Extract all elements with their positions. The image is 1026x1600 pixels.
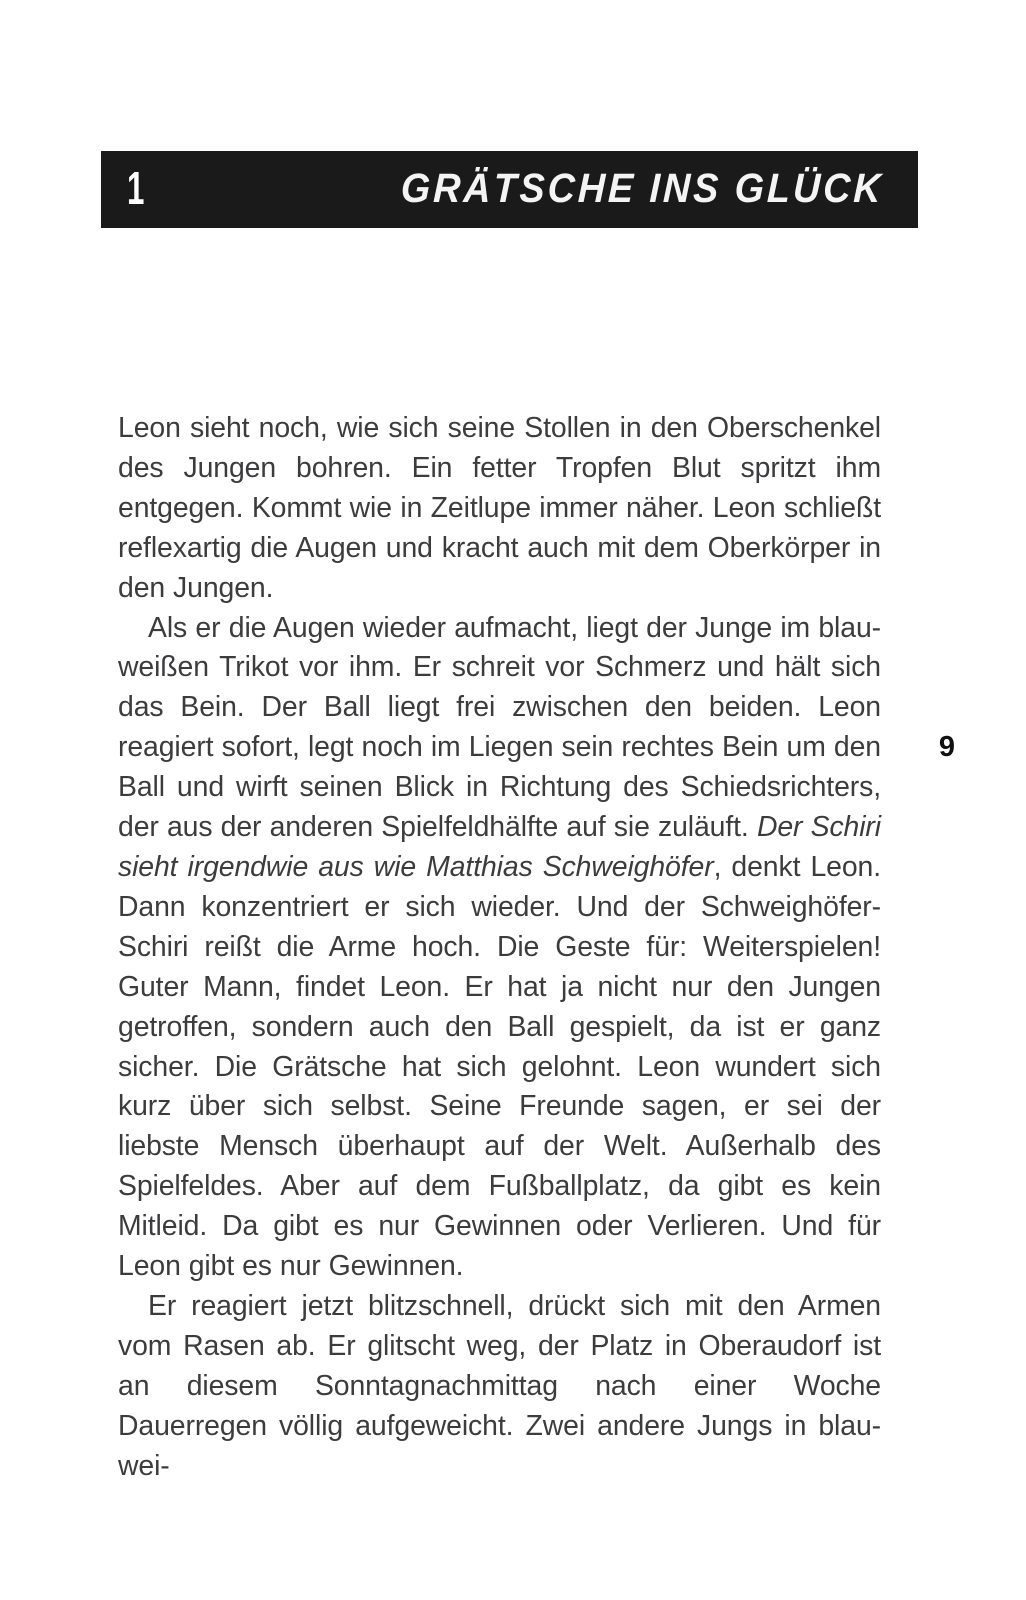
chapter-header-banner	[101, 151, 918, 228]
chapter-number: 1	[127, 161, 145, 214]
paragraph: Er reagiert jetzt blitzschnell, drückt sich mit den Armen vom Rasen ab. Er glitscht weg, der Platz in Oberaudorf ist an diesem Sonntagnachmittag nach einer Woche Dauerregen völlig aufgeweicht. Zwei andere Jungs in blau-wei-	[118, 1289, 881, 1482]
chapter-title: GRÄTSCHE INS GLÜCK	[400, 165, 885, 211]
body-text-column	[118, 409, 881, 1486]
paragraph: Als er die Augen wieder aufmacht, liegt der Junge im blau-weißen Trikot vor ihm. Er schreit vor Schmerz und hält sich das Bein. Der Ball liegt frei zwischen den beiden. Leon reagiert sofort, legt noch im Liegen sein rechtes Bein um den Ball und wirft seinen Blick in Richtung des Schiedsrichters, der aus der anderen Spielfeldhälfte auf sie zuläuft. Der Schiri sieht irgendwie aus wie Matthias Schweighöfer, denkt Leon. Dann konzentriert er sich wieder. Und der Schweighöfer-Schiri reißt die Arme hoch. Die Geste für: Weiterspielen! Guter Mann, findet Leon. Er hat ja nicht nur den Jungen getroffen, sondern auch den Ball gespielt, da ist er ganz sicher. Die Grätsche hat sich gelohnt. Leon wundert sich kurz über sich selbst. Seine Freunde sagen, er sei der liebste Mensch überhaupt auf der Welt. Außerhalb des Spielfeldes. Aber auf dem Fußballplatz, da gibt es kein Mitleid. Da gibt es nur Gewinnen oder Verlieren. Und für Leon gibt es nur Gewinnen.	[118, 611, 881, 1283]
page-number: 9	[938, 731, 956, 763]
paragraph: Leon sieht noch, wie sich seine Stollen in den Oberschenkel des Jungen bohren. Ein fetter Tropfen Blut spritzt ihm entgegen. Kommt wie in Zeitlupe immer näher. Leon schließt reflexartig die Augen und kracht auch mit dem Oberkörper in den Jungen.	[118, 412, 881, 604]
